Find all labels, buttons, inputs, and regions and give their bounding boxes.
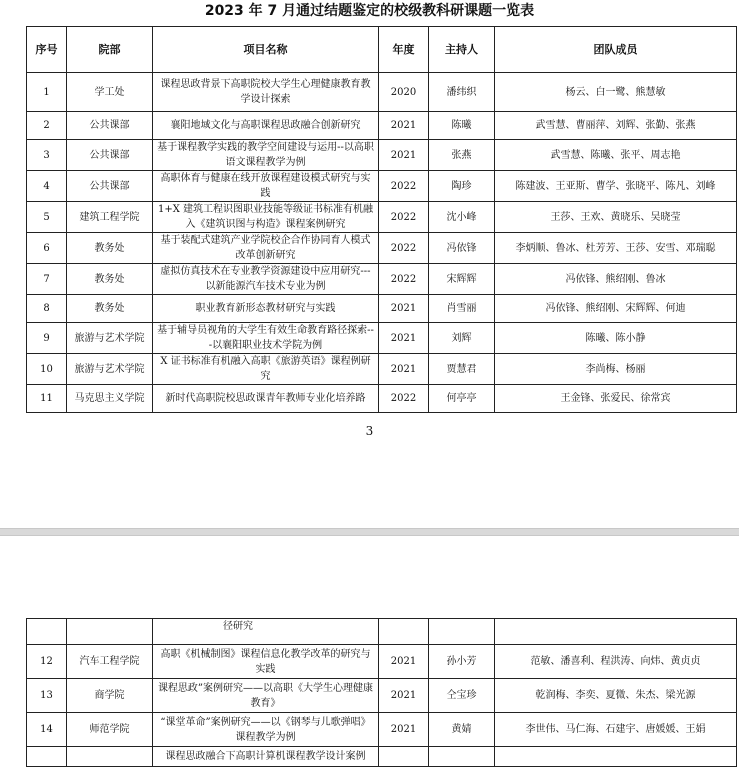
- cell-dept: 教务处: [67, 295, 153, 323]
- table-row: [27, 202, 737, 233]
- cell-year: 2022: [379, 264, 429, 295]
- cell-team: 冯依锋、熊绍刚、宋辉辉、何迪: [495, 295, 737, 323]
- cell-year: 2022: [379, 233, 429, 264]
- cell-team: 武雪慧、陈曦、张平、周志艳: [495, 140, 737, 171]
- page-gap: [0, 528, 739, 536]
- cell-team: 乾润梅、李奕、夏微、朱杰、梁光源: [495, 679, 737, 713]
- cell-host: 仝宝珍: [429, 679, 495, 713]
- cell-name: 职业教育新形态教材研究与实践: [153, 295, 379, 323]
- cell-dept: 公共课部: [67, 140, 153, 171]
- cell-dept: 旅游与艺术学院: [67, 323, 153, 354]
- header-name: 项目名称: [153, 27, 379, 73]
- cell-dept: 教务处: [67, 233, 153, 264]
- cell-team: 李尚梅、杨丽: [495, 354, 737, 385]
- cell-host: 何亭亭: [429, 385, 495, 413]
- cell-year: [379, 619, 429, 645]
- cell-no: 9: [27, 323, 67, 354]
- cell-no: 5: [27, 202, 67, 233]
- cell-no: 3: [27, 140, 67, 171]
- cell-year: 2021: [379, 323, 429, 354]
- cell-host: 宋辉辉: [429, 264, 495, 295]
- table-row: [27, 645, 737, 679]
- cell-host: 陈曦: [429, 112, 495, 140]
- cell-host: 贾慧君: [429, 354, 495, 385]
- cell-no: 6: [27, 233, 67, 264]
- cell-name: 基于装配式建筑产业学院校企合作协同育人模式改革创新研究: [153, 233, 379, 264]
- cell-no: [27, 747, 67, 767]
- cell-host: 刘辉: [429, 323, 495, 354]
- cell-dept: 学工处: [67, 73, 153, 112]
- table-row: [27, 385, 737, 413]
- cell-team: [495, 619, 737, 645]
- cell-name: 虚拟仿真技术在专业教学资源建设中应用研究---以新能源汽车技术专业为例: [153, 264, 379, 295]
- table-header-row: [27, 27, 737, 73]
- table-row: [27, 233, 737, 264]
- table-row: [27, 112, 737, 140]
- cell-name: “课堂革命”案例研究——以《钢琴与儿歌弹唱》课程教学为例: [153, 713, 379, 747]
- header-no: 序号: [27, 27, 67, 73]
- cell-team: 陈建波、王亚斯、曹学、张晓平、陈凡、刘峰: [495, 171, 737, 202]
- cell-name: 课程思政融合下高职计算机课程教学设计案例: [153, 747, 379, 767]
- cell-dept: 旅游与艺术学院: [67, 354, 153, 385]
- cell-team: 陈曦、陈小静: [495, 323, 737, 354]
- cell-host: 冯依锋: [429, 233, 495, 264]
- cell-year: 2022: [379, 385, 429, 413]
- cell-team: 武雪慧、曹丽萍、刘辉、张勤、张燕: [495, 112, 737, 140]
- cell-host: 孙小芳: [429, 645, 495, 679]
- page-title: 2023 年 7 月通过结题鉴定的校级教科研课题一览表: [204, 3, 535, 19]
- cell-host: 陶珍: [429, 171, 495, 202]
- cell-dept: 师范学院: [67, 713, 153, 747]
- project-table: [26, 26, 737, 413]
- cell-name: X 证书标准有机融入高职《旅游英语》课程例研究: [153, 354, 379, 385]
- cell-year: 2020: [379, 73, 429, 112]
- table-row: [27, 264, 737, 295]
- document-page-2: [0, 536, 739, 762]
- cell-name: 新时代高职院校思政课青年教师专业化培养路: [153, 385, 379, 413]
- table-row: [27, 713, 737, 747]
- cell-team: 李炳顺、鲁冰、杜芳芳、王莎、安雪、邓瑞聪: [495, 233, 737, 264]
- cell-no: 2: [27, 112, 67, 140]
- cell-no: 14: [27, 713, 67, 747]
- cell-year: 2022: [379, 171, 429, 202]
- cell-name: 基于辅导员视角的大学生有效生命教育路径探索---以襄阳职业技术学院为例: [153, 323, 379, 354]
- table-row-cut: [27, 747, 737, 767]
- cell-host: 张燕: [429, 140, 495, 171]
- cell-dept: 马克思主义学院: [67, 385, 153, 413]
- header-dept: 院部: [67, 27, 153, 73]
- table-row: [27, 295, 737, 323]
- cell-dept: 教务处: [67, 264, 153, 295]
- cell-year: 2021: [379, 140, 429, 171]
- cell-year: [379, 747, 429, 767]
- cell-name: 课程思政”案例研究——以高职《大学生心理健康教育》: [153, 679, 379, 713]
- cell-host: [429, 747, 495, 767]
- cell-dept: 建筑工程学院: [67, 202, 153, 233]
- cell-host: 肖雪丽: [429, 295, 495, 323]
- cell-dept: 商学院: [67, 679, 153, 713]
- cell-no: 13: [27, 679, 67, 713]
- cell-year: 2021: [379, 295, 429, 323]
- cell-name: 径研究: [153, 619, 379, 645]
- cell-year: 2021: [379, 112, 429, 140]
- cell-dept: 公共课部: [67, 171, 153, 202]
- table-row: [27, 323, 737, 354]
- page-number: 3: [365, 424, 374, 438]
- cell-no: 8: [27, 295, 67, 323]
- cell-name: 1+X 建筑工程识图职业技能等级证书标准有机融入《建筑识图与构造》课程案例研究: [153, 202, 379, 233]
- cell-no: 10: [27, 354, 67, 385]
- cell-dept: [67, 747, 153, 767]
- cell-team: 王金锋、张爱民、徐常宾: [495, 385, 737, 413]
- cell-year: 2021: [379, 354, 429, 385]
- table-row: [27, 73, 737, 112]
- table-row: [27, 354, 737, 385]
- cell-team: [495, 747, 737, 767]
- cell-name: 课程思政背景下高职院校大学生心理健康教育教学设计探索: [153, 73, 379, 112]
- cell-no: 1: [27, 73, 67, 112]
- cell-year: 2022: [379, 202, 429, 233]
- header-team: 团队成员: [495, 27, 737, 73]
- cell-no: 4: [27, 171, 67, 202]
- cell-host: 沈小峰: [429, 202, 495, 233]
- cell-team: 冯依锋、熊绍刚、鲁冰: [495, 264, 737, 295]
- cell-host: 潘纬织: [429, 73, 495, 112]
- table-row: [27, 171, 737, 202]
- table-row-continuation: [27, 619, 737, 645]
- cell-no: 12: [27, 645, 67, 679]
- cell-dept: [67, 619, 153, 645]
- header-year: 年度: [379, 27, 429, 73]
- cell-year: 2021: [379, 645, 429, 679]
- cell-team: 李世伟、马仁海、石建宇、唐媛媛、王娟: [495, 713, 737, 747]
- cell-name: 基于课程教学实践的教学空间建设与运用--以高职语文课程教学为例: [153, 140, 379, 171]
- cell-year: 2021: [379, 713, 429, 747]
- cell-dept: 汽车工程学院: [67, 645, 153, 679]
- cell-name: 高职《机械制图》课程信息化教学改革的研究与实践: [153, 645, 379, 679]
- cell-team: 王莎、王欢、黄晓乐、吴晓莹: [495, 202, 737, 233]
- table-row: [27, 140, 737, 171]
- cell-year: 2021: [379, 679, 429, 713]
- header-host: 主持人: [429, 27, 495, 73]
- cell-no: [27, 619, 67, 645]
- cell-name: 高职体育与健康在线开放课程建设模式研究与实践: [153, 171, 379, 202]
- cell-team: 杨云、白一鹭、熊慧敏: [495, 73, 737, 112]
- cell-host: [429, 619, 495, 645]
- cell-no: 7: [27, 264, 67, 295]
- cell-dept: 公共课部: [67, 112, 153, 140]
- cell-team: 范敏、潘喜利、程洪涛、向炜、黄贞贞: [495, 645, 737, 679]
- cell-host: 黄婧: [429, 713, 495, 747]
- project-table-continued: [26, 618, 737, 767]
- table-row: [27, 679, 737, 713]
- cell-name: 襄阳地域文化与高职课程思政融合创新研究: [153, 112, 379, 140]
- cell-no: 11: [27, 385, 67, 413]
